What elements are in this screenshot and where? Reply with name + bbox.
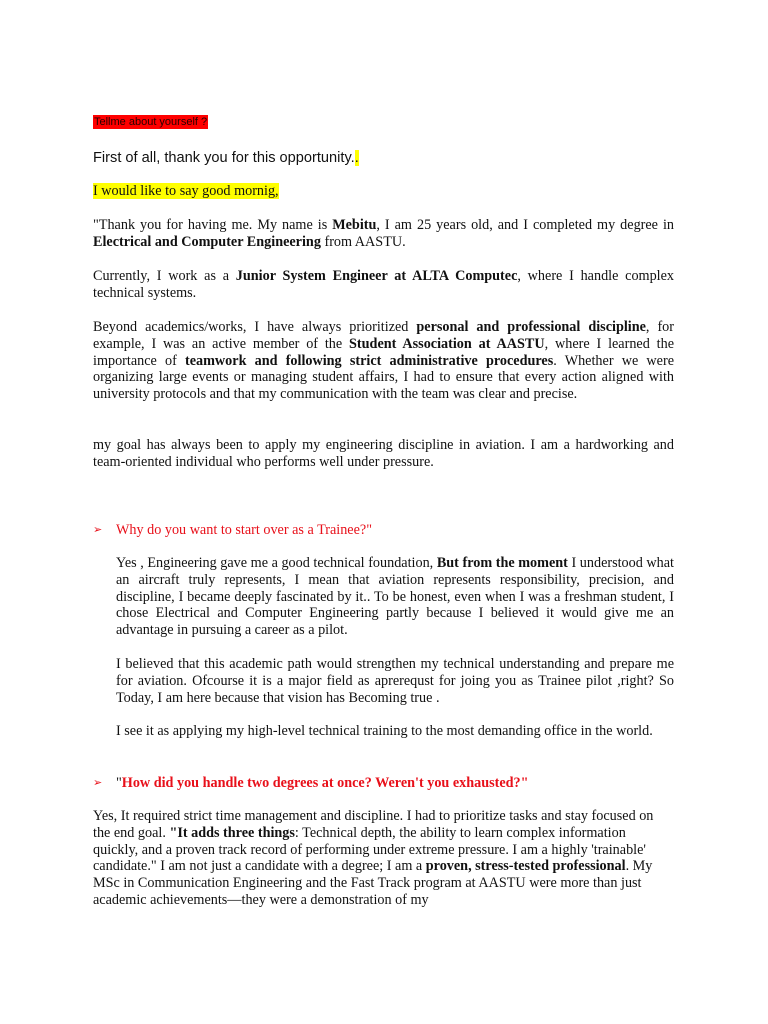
arrow-bullet-icon: ➢ xyxy=(93,523,103,536)
intro-name: Mebitu xyxy=(332,217,377,233)
answer-1-text-1: Yes , Engineering gave me a good technical foundation, xyxy=(116,555,437,571)
answer-1-bold: But from the moment xyxy=(436,555,568,571)
answer-2-text-3: . My MSc in Communication Engineering and the Fast Track program at AASTU were more than just academic achievements—they were a demonstration of my xyxy=(93,858,653,908)
beyond-bold-2: Student Association at AASTU xyxy=(349,335,545,352)
answer-2-text-2: : Technical depth, the ability to learn complex information quickly, and a proven track record of performing under extreme pressure. I am a highly 'trainable' candidate." I am not just a candidate with a degree; I am a xyxy=(93,824,646,875)
arrow-bullet-icon: ➢ xyxy=(93,776,103,789)
current-text-1: Currently, I work as a xyxy=(93,268,236,284)
question-title-highlight: Tellme about yourself ? xyxy=(94,116,208,128)
question-1-text: Why do you want to start over as a Trainee?" xyxy=(116,522,372,538)
greeting-line xyxy=(93,183,674,200)
answer-1-paragraph-1 xyxy=(116,555,674,639)
beyond-paragraph xyxy=(93,319,674,403)
question-2-open-quote: " xyxy=(116,775,122,791)
answer-2-paragraph xyxy=(93,808,674,909)
answer-1-paragraph-2: I believed that this academic path would strengthen my technical understanding and prepare me for aviation. Ofcourse it is a major field as aprerequst for joing you as Trainee pilot ,right? So Today, I am here because that vision has Becoming true . xyxy=(116,656,674,706)
answer-1-text-2: I understood what an aircraft truly represents, I mean that aviation represents responsibility, precision, and discipline, I became deeply fascinated by it.. To be honest, even when I was a freshman student, I chose Electrical and Computer Engineering partly because I believed it would give me an advantage in pursuing a career as a pilot. xyxy=(116,555,674,639)
current-text-2: , where I handle complex technical systems. xyxy=(93,268,675,301)
greeting-text: I would like to say good mornig, xyxy=(93,183,279,199)
beyond-bold-3: teamwork and following strict administrative procedures xyxy=(185,352,554,369)
question-1-row xyxy=(93,521,674,539)
intro-text-1: "Thank you for having me. My name is xyxy=(93,217,333,233)
intro-paragraph xyxy=(93,217,674,251)
current-job-title: Junior System Engineer at ALTA Computec xyxy=(235,268,518,284)
opening-line xyxy=(93,149,359,167)
beyond-text-3: , where I learned the importance of xyxy=(93,335,674,369)
intro-degree: Electrical and Computer Engineering xyxy=(93,233,321,250)
opening-text: First of all, thank you for this opportunity. xyxy=(93,150,355,166)
question-2-text: How did you handle two degrees at once? Weren't you exhausted?" xyxy=(121,775,529,791)
beyond-text-2: , for example, I was an active member of the xyxy=(93,319,674,352)
question-2-row xyxy=(93,774,674,792)
goal-paragraph: my goal has always been to apply my engineering discipline in aviation. I am a hardworking and team-oriented individual who performs well under pressure. xyxy=(93,437,674,470)
intro-text-2: , I am 25 years old, and I completed my degree in xyxy=(376,217,675,233)
beyond-text-4: . Whether we were organizing large events or managing student affairs, I had to ensure that every action aligned with university protocols and that my communication with the team was clear and precise. xyxy=(93,352,675,403)
answer-2-text-1: Yes, It required strict time management and discipline. I had to prioritize tasks and stay focused on the end goal. xyxy=(93,808,654,841)
answer-2-bold-1: "It adds three things xyxy=(169,824,295,841)
opening-highlight-mark: . xyxy=(354,150,359,166)
beyond-text-1: Beyond academics/works, I have always prioritized xyxy=(93,319,417,335)
current-job-paragraph xyxy=(93,268,674,302)
answer-1-paragraph-3: I see it as applying my high-level technical training to the most demanding office in the world. xyxy=(116,723,653,739)
intro-text-3: from AASTU. xyxy=(320,233,406,250)
answer-2-bold-2: proven, stress-tested professional xyxy=(425,858,626,875)
beyond-bold-1: personal and professional discipline xyxy=(416,319,646,335)
